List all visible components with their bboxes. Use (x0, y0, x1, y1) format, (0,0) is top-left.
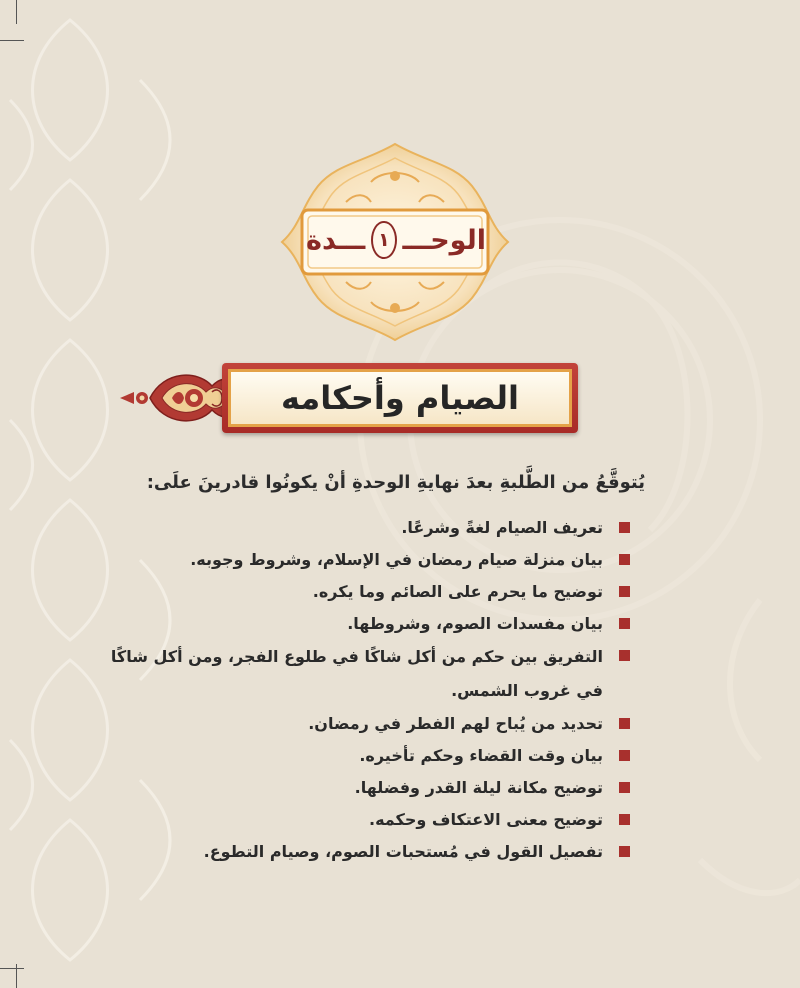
lesson-title: الصيام وأحكامه (281, 379, 519, 417)
objective-item (70, 708, 630, 740)
objective-text: بيان مفسدات الصوم، وشروطها. (347, 614, 603, 633)
unit-number-badge: ١ (371, 221, 396, 259)
objective-text: تحديد من يُباح لهم الفطر في رمضان. (308, 714, 603, 733)
objectives-intro: يُتوقَّعُ من الطَّلبةِ بعدَ نهايةِ الوحدةِ أنْ يكونُوا قادرينَ علَى: (146, 472, 645, 493)
square-bullet-icon (619, 618, 630, 629)
square-bullet-icon (619, 814, 630, 825)
unit-word-end: ـــدة (306, 224, 366, 256)
crop-mark (0, 40, 24, 41)
objective-text: توضيح ما يحرم على الصائم وما يكره. (312, 582, 603, 601)
objective-text: بيان وقت القضاء وحكم تأخيره. (359, 746, 603, 765)
square-bullet-icon (619, 718, 630, 729)
square-bullet-icon (619, 846, 630, 857)
objective-item (103, 640, 630, 708)
objective-item (70, 608, 630, 640)
objective-text: التفريق بين حكم من أكل شاكًا في طلوع الفجر، ومن أكل شاكًا في غروب الشمس. (110, 647, 603, 700)
objectives-list (70, 512, 630, 868)
unit-word-start: الوحـــ (402, 224, 486, 256)
square-bullet-icon (619, 522, 630, 533)
objective-text: تفصيل القول في مُستحبات الصوم، وصيام التطوع. (203, 842, 603, 861)
objective-text: بيان منزلة صيام رمضان في الإسلام، وشروط وجوبه. (190, 550, 603, 569)
objective-item (70, 576, 630, 608)
square-bullet-icon (619, 782, 630, 793)
unit-number-label (304, 212, 488, 268)
square-bullet-icon (619, 586, 630, 597)
crop-mark (16, 0, 17, 24)
objective-item (70, 804, 630, 836)
square-bullet-icon (619, 650, 630, 661)
lesson-title-banner (222, 363, 578, 433)
lesson-title-frame (228, 369, 572, 427)
objective-text: تعريف الصيام لغةً وشرعًا. (401, 518, 603, 537)
objective-text: توضيح معنى الاعتكاف وحكمه. (369, 810, 603, 829)
square-bullet-icon (619, 554, 630, 565)
objective-text: توضيح مكانة ليلة القدر وفضلها. (354, 778, 603, 797)
objective-item (70, 544, 630, 576)
objective-item (70, 740, 630, 772)
objective-item (70, 836, 630, 868)
crop-mark (0, 968, 24, 969)
crop-mark (16, 964, 17, 988)
objective-item (70, 512, 630, 544)
square-bullet-icon (619, 750, 630, 761)
objective-item (70, 772, 630, 804)
